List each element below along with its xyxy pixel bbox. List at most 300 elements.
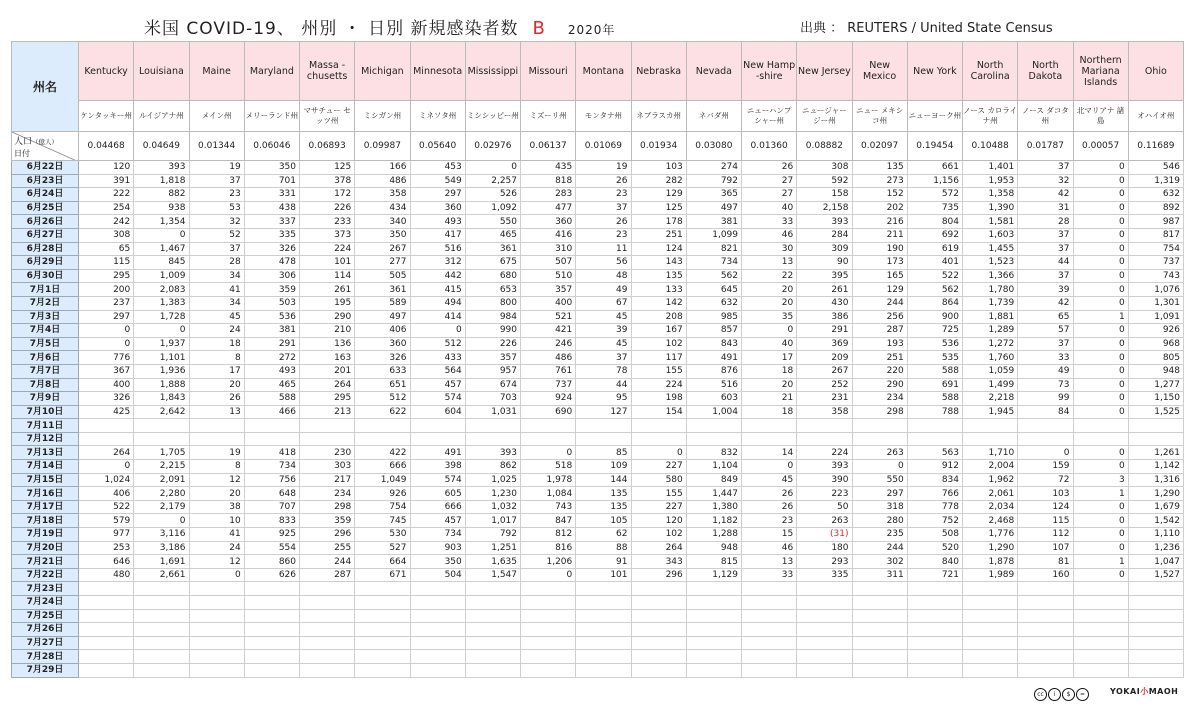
case-count-cell: 0 — [1073, 378, 1128, 392]
case-count-cell: 1,032 — [465, 500, 520, 514]
state-name-en: Ohio — [1128, 42, 1183, 101]
case-count-cell: 1,728 — [134, 310, 189, 324]
case-count-cell: 103 — [631, 161, 686, 175]
state-en-row — [12, 42, 1184, 101]
case-count-cell: 1,366 — [963, 269, 1018, 283]
case-count-cell: 778 — [907, 500, 962, 514]
footer — [1034, 684, 1184, 700]
case-count-cell: 589 — [355, 296, 410, 310]
case-count-cell: 926 — [355, 487, 410, 501]
case-count-cell: 0 — [1073, 161, 1128, 175]
case-count-cell — [244, 609, 299, 623]
case-count-cell: 12 — [189, 555, 244, 569]
case-count-cell — [797, 419, 852, 433]
case-count-cell — [742, 582, 797, 596]
case-count-cell: 72 — [1018, 473, 1073, 487]
case-count-cell: 1,290 — [1128, 487, 1183, 501]
case-count-cell: 1,031 — [465, 405, 520, 419]
case-count-cell: 24 — [189, 541, 244, 555]
case-count-cell: 0 — [1073, 364, 1128, 378]
table-row — [12, 623, 1184, 637]
case-count-cell: 572 — [907, 188, 962, 202]
case-count-cell: 31 — [1018, 201, 1073, 215]
case-count-cell: 163 — [300, 351, 355, 365]
date-cell: 7月1日 — [12, 283, 79, 297]
case-count-cell: 0 — [1073, 296, 1128, 310]
case-count-cell: 308 — [79, 228, 134, 242]
case-count-cell: 135 — [852, 161, 907, 175]
case-count-cell: 154 — [631, 405, 686, 419]
case-count-cell: 2,642 — [134, 405, 189, 419]
case-count-cell — [907, 419, 962, 433]
case-count-cell: 359 — [244, 283, 299, 297]
state-name-jp: ルイジアナ州 — [134, 101, 189, 132]
case-count-cell — [907, 596, 962, 610]
case-count-cell: 37 — [189, 174, 244, 188]
case-count-cell: 381 — [686, 215, 741, 229]
case-count-cell — [300, 582, 355, 596]
case-count-cell: 834 — [907, 473, 962, 487]
state-population: 0.01344 — [189, 132, 244, 161]
case-count-cell: 95 — [576, 392, 631, 406]
state-name-jp: ニューハンプ シャー州 — [742, 101, 797, 132]
case-count-cell: 56 — [576, 256, 631, 270]
case-count-cell — [1018, 582, 1073, 596]
case-count-cell — [686, 432, 741, 446]
case-count-cell — [963, 609, 1018, 623]
date-cell: 7月26日 — [12, 623, 79, 637]
case-count-cell: 3 — [1073, 473, 1128, 487]
date-cell: 7月20日 — [12, 541, 79, 555]
case-count-cell: 1,739 — [963, 296, 1018, 310]
case-count-cell: 282 — [631, 174, 686, 188]
case-count-cell — [686, 663, 741, 677]
case-count-cell: 172 — [300, 188, 355, 202]
state-name-jp: 北マリアナ 諸島 — [1073, 101, 1128, 132]
case-count-cell: 1,691 — [134, 555, 189, 569]
state-name-jp: ニューヨーク州 — [907, 101, 962, 132]
case-count-cell: 255 — [300, 541, 355, 555]
case-count-cell: 8 — [189, 351, 244, 365]
case-count-cell: 0 — [1073, 324, 1128, 338]
case-count-cell — [79, 432, 134, 446]
state-name-jp: ミネソタ州 — [410, 101, 465, 132]
case-count-cell: 435 — [521, 161, 576, 175]
case-count-cell: 390 — [797, 473, 852, 487]
case-count-cell: 626 — [244, 568, 299, 582]
case-count-cell — [189, 609, 244, 623]
case-count-cell: 252 — [797, 378, 852, 392]
case-count-cell — [1073, 663, 1128, 677]
case-count-cell: 13 — [742, 555, 797, 569]
table-row — [12, 609, 1184, 623]
case-count-cell: 510 — [521, 269, 576, 283]
case-count-cell — [1128, 650, 1183, 664]
case-count-cell: 200 — [79, 283, 134, 297]
case-count-cell: 800 — [465, 296, 520, 310]
table-row — [12, 596, 1184, 610]
case-count-cell — [244, 582, 299, 596]
case-count-cell: 361 — [465, 242, 520, 256]
case-count-cell: (31) — [797, 528, 852, 542]
case-count-cell: 912 — [907, 460, 962, 474]
case-count-cell: 373 — [300, 228, 355, 242]
case-count-cell: 398 — [410, 460, 465, 474]
case-count-cell — [79, 650, 134, 664]
case-count-cell: 38 — [189, 500, 244, 514]
case-count-cell — [521, 650, 576, 664]
case-count-cell: 39 — [1018, 283, 1073, 297]
case-count-cell: 261 — [797, 283, 852, 297]
date-cell: 7月29日 — [12, 663, 79, 677]
case-count-cell: 1,316 — [1128, 473, 1183, 487]
case-count-cell: 1,547 — [465, 568, 520, 582]
case-count-cell: 664 — [355, 555, 410, 569]
case-count-cell: 261 — [300, 283, 355, 297]
case-count-cell: 129 — [631, 188, 686, 202]
case-count-cell: 210 — [300, 324, 355, 338]
case-count-cell — [742, 419, 797, 433]
case-count-cell — [300, 432, 355, 446]
case-count-cell — [576, 663, 631, 677]
case-count-cell — [907, 636, 962, 650]
case-count-cell — [355, 609, 410, 623]
case-count-cell: 1,455 — [963, 242, 1018, 256]
case-count-cell — [300, 596, 355, 610]
case-count-cell: 433 — [410, 351, 465, 365]
case-count-cell — [465, 623, 520, 637]
case-count-cell: 632 — [686, 296, 741, 310]
case-count-cell: 49 — [1018, 364, 1073, 378]
case-count-cell: 516 — [410, 242, 465, 256]
case-count-cell: 957 — [465, 364, 520, 378]
case-count-cell — [355, 623, 410, 637]
table-row — [12, 215, 1184, 229]
case-count-cell — [852, 609, 907, 623]
case-count-cell: 20 — [189, 487, 244, 501]
case-count-cell: 291 — [244, 337, 299, 351]
case-count-cell — [410, 419, 465, 433]
case-count-cell: 400 — [521, 296, 576, 310]
case-count-cell: 734 — [410, 528, 465, 542]
state-name-jp: ネブラスカ州 — [631, 101, 686, 132]
case-count-cell — [576, 582, 631, 596]
case-count-cell: 1,978 — [521, 473, 576, 487]
case-count-cell: 263 — [852, 446, 907, 460]
case-count-cell: 1,277 — [1128, 378, 1183, 392]
case-count-cell: 416 — [521, 228, 576, 242]
table-row — [12, 419, 1184, 433]
case-count-cell — [1073, 582, 1128, 596]
case-count-cell: 554 — [244, 541, 299, 555]
cc-cc-icon: cc — [1034, 688, 1047, 701]
state-name-en: Mississippi — [465, 42, 520, 101]
state-population: 0.04468 — [79, 132, 134, 161]
case-count-cell: 20 — [742, 283, 797, 297]
date-cell: 7月4日 — [12, 324, 79, 338]
case-count-cell — [631, 582, 686, 596]
case-count-cell: 574 — [410, 392, 465, 406]
case-count-cell: 985 — [686, 310, 741, 324]
table-row — [12, 555, 1184, 569]
case-count-cell: 1,251 — [465, 541, 520, 555]
case-count-cell: 213 — [300, 405, 355, 419]
case-count-cell: 19 — [576, 161, 631, 175]
case-count-cell: 208 — [631, 310, 686, 324]
case-count-cell: 65 — [1018, 310, 1073, 324]
case-count-cell: 603 — [686, 392, 741, 406]
case-count-cell: 290 — [300, 310, 355, 324]
case-count-cell: 466 — [244, 405, 299, 419]
case-count-cell: 497 — [355, 310, 410, 324]
table-row — [12, 283, 1184, 297]
case-count-cell: 0 — [1073, 174, 1128, 188]
case-count-cell — [797, 596, 852, 610]
case-count-cell: 360 — [410, 201, 465, 215]
case-count-cell — [686, 609, 741, 623]
case-count-cell — [686, 650, 741, 664]
case-count-cell: 298 — [300, 500, 355, 514]
case-count-cell: 2,091 — [134, 473, 189, 487]
case-count-cell — [465, 432, 520, 446]
case-count-cell: 0 — [189, 568, 244, 582]
case-count-cell: 195 — [300, 296, 355, 310]
case-count-cell: 20 — [742, 296, 797, 310]
case-count-cell: 211 — [852, 228, 907, 242]
case-count-cell: 1,525 — [1128, 405, 1183, 419]
case-count-cell — [1128, 623, 1183, 637]
state-name-en: Northern Mariana Islands — [1073, 42, 1128, 101]
case-count-cell: 491 — [686, 351, 741, 365]
case-count-cell: 1,289 — [963, 324, 1018, 338]
case-count-cell: 20 — [189, 378, 244, 392]
case-count-cell — [244, 623, 299, 637]
case-count-cell — [244, 432, 299, 446]
case-count-cell — [907, 582, 962, 596]
date-label: 日付 — [14, 149, 30, 158]
case-count-cell: 530 — [355, 528, 410, 542]
case-count-cell: 1,099 — [686, 228, 741, 242]
date-cell: 7月5日 — [12, 337, 79, 351]
case-count-cell: 1,953 — [963, 174, 1018, 188]
state-population: 0.03080 — [686, 132, 741, 161]
case-count-cell: 37 — [1018, 228, 1073, 242]
case-count-cell — [1073, 636, 1128, 650]
case-count-cell: 550 — [465, 215, 520, 229]
case-count-cell: 1,818 — [134, 174, 189, 188]
case-count-cell: 522 — [79, 500, 134, 514]
case-count-cell — [79, 419, 134, 433]
case-count-cell: 1 — [1073, 310, 1128, 324]
case-count-cell: 37 — [1018, 269, 1073, 283]
case-count-cell — [907, 650, 962, 664]
case-count-cell: 198 — [631, 392, 686, 406]
date-cell: 7月19日 — [12, 528, 79, 542]
case-count-cell: 135 — [631, 269, 686, 283]
case-count-cell: 1,009 — [134, 269, 189, 283]
case-count-cell: 968 — [1128, 337, 1183, 351]
table-row — [12, 663, 1184, 677]
case-count-cell: 127 — [576, 405, 631, 419]
case-count-cell — [189, 663, 244, 677]
state-name-jp: ミシシッピー州 — [465, 101, 520, 132]
case-count-cell: 393 — [465, 446, 520, 460]
state-name-en: Minnesota — [410, 42, 465, 101]
case-count-cell: 367 — [79, 364, 134, 378]
state-name-jp: ミシガン州 — [355, 101, 410, 132]
case-count-cell: 227 — [631, 460, 686, 474]
case-count-cell — [1128, 596, 1183, 610]
case-count-cell: 2,257 — [465, 174, 520, 188]
state-population: 0.19454 — [907, 132, 962, 161]
case-count-cell: 178 — [631, 215, 686, 229]
case-count-cell: 857 — [686, 324, 741, 338]
case-count-cell — [300, 623, 355, 637]
table-row — [12, 446, 1184, 460]
case-count-cell: 52 — [189, 228, 244, 242]
case-count-cell: 1,499 — [963, 378, 1018, 392]
case-count-cell: 0 — [521, 446, 576, 460]
case-count-cell: 845 — [134, 256, 189, 270]
case-count-cell: 166 — [355, 161, 410, 175]
page-title — [144, 14, 615, 39]
case-count-cell — [355, 650, 410, 664]
case-count-cell: 26 — [189, 392, 244, 406]
case-count-cell — [300, 650, 355, 664]
table-row — [12, 636, 1184, 650]
case-count-cell: 1,290 — [963, 541, 1018, 555]
case-count-cell — [521, 432, 576, 446]
case-count-cell: 1,182 — [686, 514, 741, 528]
case-count-cell — [907, 663, 962, 677]
case-count-cell: 1,937 — [134, 337, 189, 351]
date-cell: 6月26日 — [12, 215, 79, 229]
case-count-cell — [1018, 419, 1073, 433]
state-population: 0.10488 — [963, 132, 1018, 161]
case-count-cell: 788 — [907, 405, 962, 419]
cc-nd-icon: = — [1076, 688, 1089, 701]
state-population: 0.01787 — [1018, 132, 1073, 161]
case-count-cell: 1,261 — [1128, 446, 1183, 460]
case-count-cell: 35 — [742, 310, 797, 324]
case-count-cell: 102 — [631, 337, 686, 351]
case-count-cell: 48 — [576, 269, 631, 283]
case-count-cell: 251 — [631, 228, 686, 242]
date-cell: 6月27日 — [12, 228, 79, 242]
case-count-cell: 180 — [797, 541, 852, 555]
case-count-cell: 0 — [1073, 514, 1128, 528]
case-count-cell: 2,083 — [134, 283, 189, 297]
case-count-cell — [355, 432, 410, 446]
case-count-cell — [742, 650, 797, 664]
case-count-cell: 62 — [576, 528, 631, 542]
case-count-cell: 680 — [465, 269, 520, 283]
case-count-cell — [465, 650, 520, 664]
case-count-cell: 692 — [907, 228, 962, 242]
case-count-cell: 1,206 — [521, 555, 576, 569]
case-count-cell: 13 — [742, 256, 797, 270]
case-count-cell: 518 — [521, 460, 576, 474]
case-count-cell: 701 — [244, 174, 299, 188]
table-row — [12, 460, 1184, 474]
case-count-cell: 143 — [631, 256, 686, 270]
case-count-cell: 44 — [576, 378, 631, 392]
state-name-en: New York — [907, 42, 962, 101]
case-count-cell — [300, 609, 355, 623]
case-count-cell: 1,710 — [963, 446, 1018, 460]
case-count-cell: 604 — [410, 405, 465, 419]
case-count-cell: 360 — [355, 337, 410, 351]
case-count-cell: 1,380 — [686, 500, 741, 514]
case-count-cell: 508 — [907, 528, 962, 542]
case-count-cell — [79, 609, 134, 623]
case-count-cell: 91 — [576, 555, 631, 569]
case-count-cell: 1,150 — [1128, 392, 1183, 406]
state-name-jp: メリーランド州 — [244, 101, 299, 132]
case-count-cell: 224 — [797, 446, 852, 460]
case-count-cell: 10 — [189, 514, 244, 528]
case-count-cell — [576, 636, 631, 650]
case-count-cell: 365 — [686, 188, 741, 202]
case-count-cell: 1,542 — [1128, 514, 1183, 528]
case-count-cell: 400 — [79, 378, 134, 392]
case-count-cell: 0 — [1073, 460, 1128, 474]
case-count-cell: 159 — [1018, 460, 1073, 474]
case-count-cell: 434 — [355, 201, 410, 215]
case-count-cell: 860 — [244, 555, 299, 569]
date-cell: 7月3日 — [12, 310, 79, 324]
case-count-cell: 244 — [852, 541, 907, 555]
case-count-cell: 430 — [797, 296, 852, 310]
case-count-cell — [134, 596, 189, 610]
case-count-cell: 588 — [907, 364, 962, 378]
population-date-header — [12, 132, 79, 161]
case-count-cell — [134, 419, 189, 433]
case-count-cell: 26 — [742, 487, 797, 501]
case-count-cell — [631, 596, 686, 610]
state-population: 0.01360 — [742, 132, 797, 161]
state-population: 0.00057 — [1073, 132, 1128, 161]
case-count-cell — [797, 582, 852, 596]
case-count-cell — [244, 650, 299, 664]
case-count-cell: 520 — [907, 541, 962, 555]
case-count-cell: 564 — [410, 364, 465, 378]
case-count-cell: 646 — [79, 555, 134, 569]
case-count-cell — [79, 596, 134, 610]
case-count-cell: 1,101 — [134, 351, 189, 365]
case-count-cell: 2,179 — [134, 500, 189, 514]
case-count-cell: 486 — [355, 174, 410, 188]
state-population: 0.01934 — [631, 132, 686, 161]
state-name-en: Kentucky — [79, 42, 134, 101]
case-count-cell: 26 — [742, 500, 797, 514]
case-count-cell: 0 — [410, 324, 465, 338]
case-count-cell — [355, 419, 410, 433]
state-population: 0.06893 — [300, 132, 355, 161]
case-count-cell: 222 — [79, 188, 134, 202]
case-count-cell: 821 — [686, 242, 741, 256]
case-count-cell: 0 — [465, 161, 520, 175]
case-count-cell: 0 — [1073, 188, 1128, 202]
case-count-cell: 843 — [686, 337, 741, 351]
case-count-cell: 165 — [852, 269, 907, 283]
case-count-cell: 308 — [797, 161, 852, 175]
case-count-cell: 457 — [410, 514, 465, 528]
case-count-cell: 298 — [852, 405, 907, 419]
case-count-cell: 847 — [521, 514, 576, 528]
table-row — [12, 228, 1184, 242]
date-cell: 6月22日 — [12, 161, 79, 175]
